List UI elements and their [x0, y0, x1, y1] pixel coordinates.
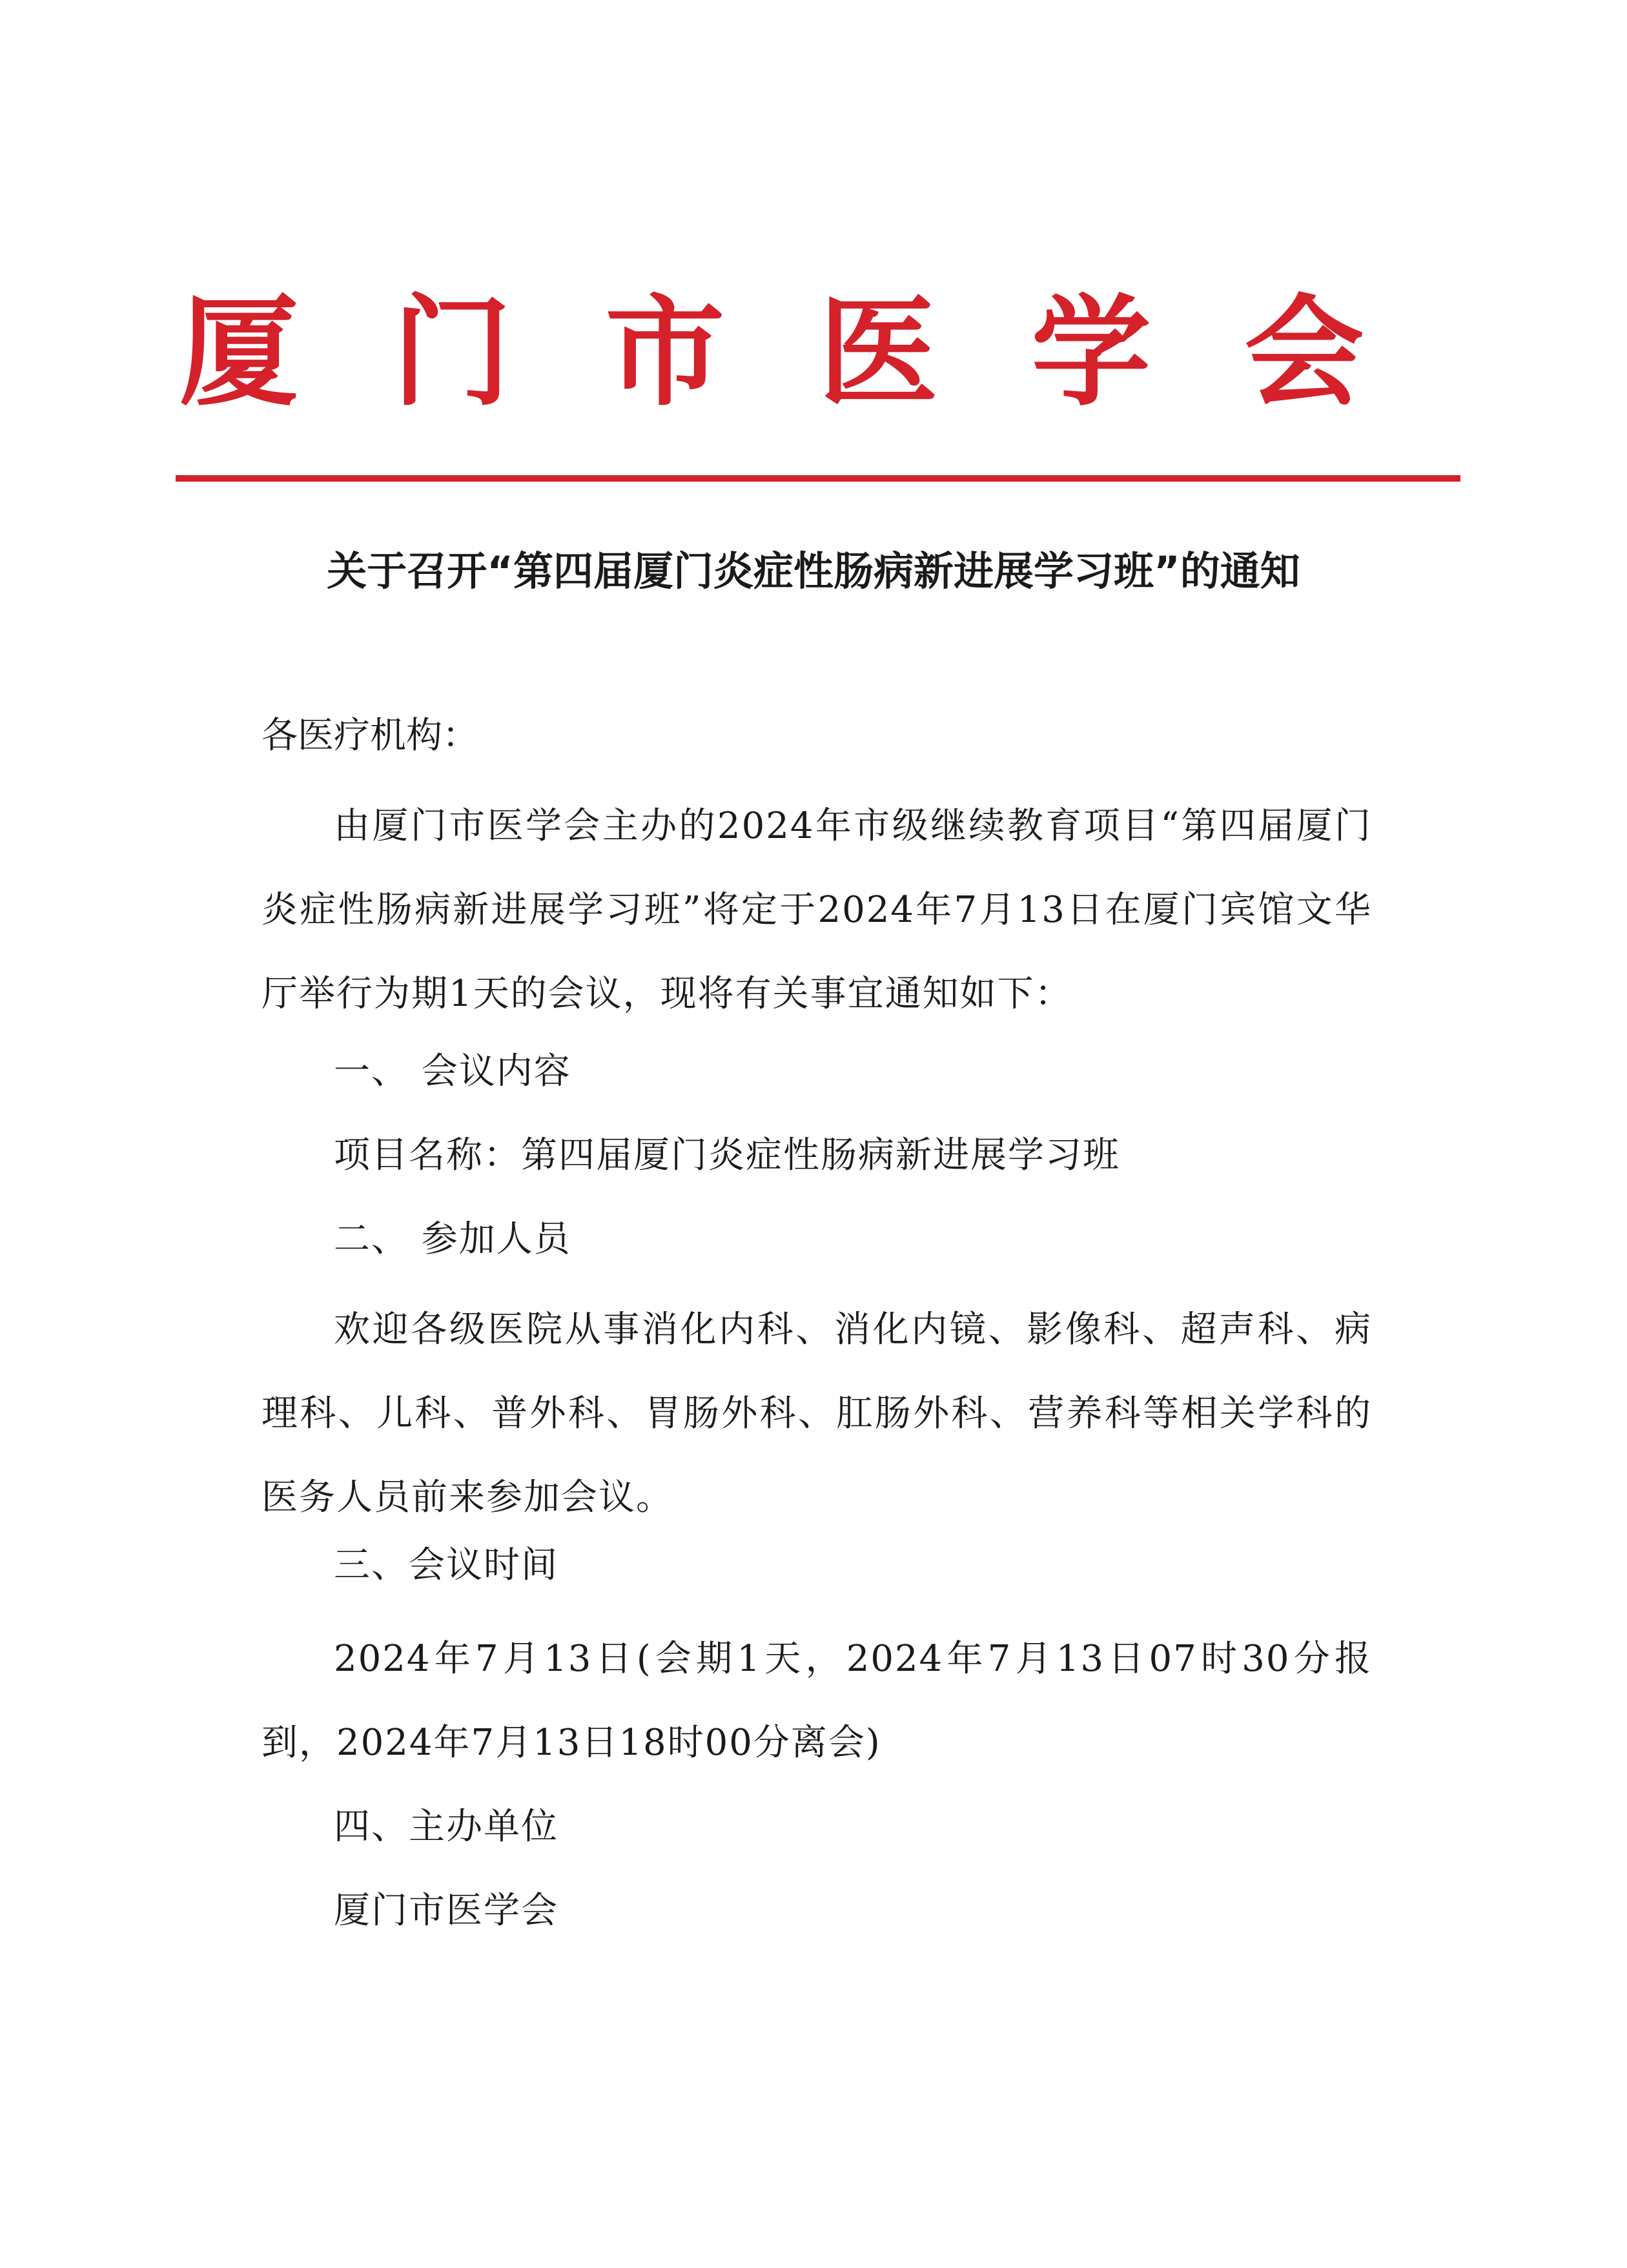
- letterhead-char: 学: [1031, 281, 1151, 422]
- section-heading-organizer: 四、主办单位: [334, 1806, 558, 1848]
- participants-paragraph: 欢迎各级医院从事消化内科、消化内镜、影像科、超声科、病理科、儿科、普外科、胃肠外科、肛肠外科、营养科等相关学科的医务人员前来参加会议。: [261, 1309, 1372, 1518]
- letterhead-char: 医: [818, 281, 938, 422]
- letterhead: [174, 281, 1369, 422]
- salutation: 各医疗机构：: [261, 715, 478, 757]
- letterhead-char: 会: [1244, 281, 1364, 422]
- organizer-name: 厦门市医学会: [334, 1890, 558, 1932]
- intro-paragraph: 由厦门市医学会主办的2024年市级继续教育项目“第四届厦门炎症性肠病新进展学习班”将定于2024年7月13日在厦门宾馆文华厅举行为期1天的会议，现将有关事宜通知如下：: [261, 805, 1372, 1015]
- section-heading-content: 一、 会议内容: [334, 1050, 571, 1092]
- letterhead-char: 市: [605, 281, 725, 422]
- letterhead-char: 厦: [179, 281, 299, 422]
- section-heading-participants: 二、 参加人员: [334, 1218, 571, 1260]
- project-name-line: 项目名称：第四届厦门炎症性肠病新进展学习班: [334, 1134, 1120, 1176]
- time-paragraph: 2024年7月13日(会期1天，2024年7月13日07时30分报到，2024年7月13日18时00分离会): [261, 1638, 1372, 1764]
- letterhead-char: 门: [392, 281, 512, 422]
- letterhead-divider: [176, 475, 1460, 482]
- section-heading-time: 三、会议时间: [334, 1544, 558, 1586]
- document-title: 关于召开“第四届厦门炎症性肠病新进展学习班”的通知: [327, 547, 1300, 595]
